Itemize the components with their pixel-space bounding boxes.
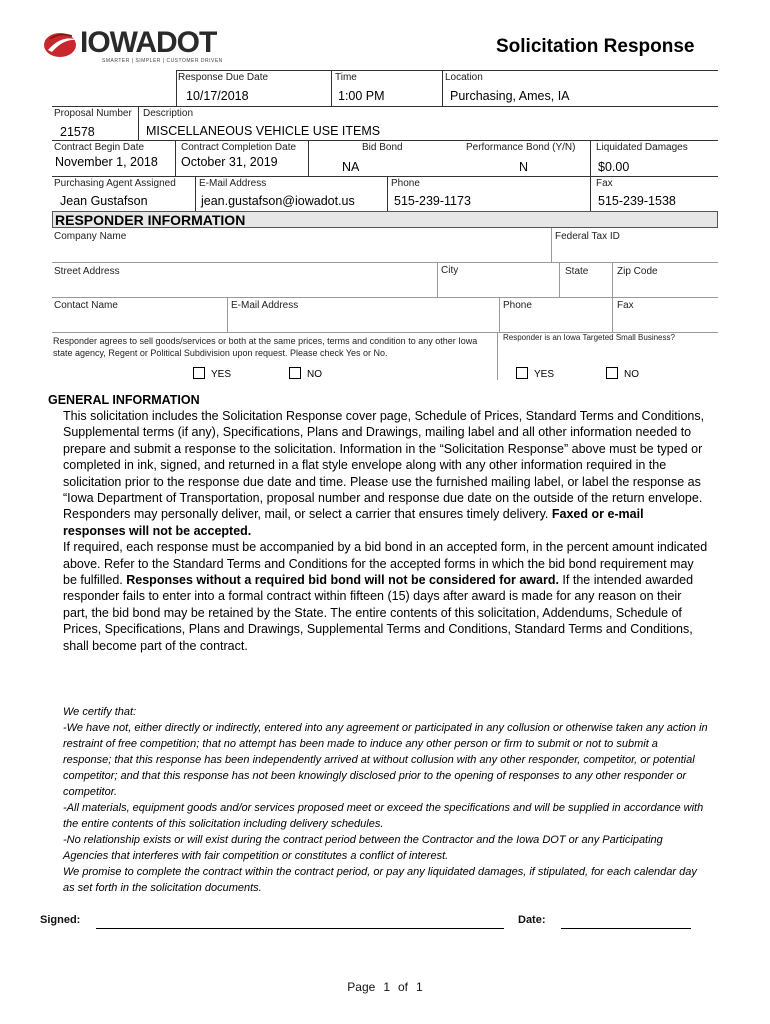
street-address-field[interactable] [54,278,434,296]
general-information-title: GENERAL INFORMATION [48,393,200,407]
page-number: 1 [383,980,390,994]
faxed-notice: Faxed or e-mail responses will not be accepted. [63,507,644,538]
signed-label: Signed: [40,914,81,926]
liquidated-damages-value: $0.00 [598,160,630,174]
location-label: Location [445,72,483,83]
due-date-value: 10/17/2018 [186,89,249,103]
responder-information-title: RESPONDER INFORMATION [55,212,246,228]
federal-tax-id-label: Federal Tax ID [555,231,620,242]
contract-begin-value: November 1, 2018 [55,155,158,169]
tsb-no-checkbox[interactable] [606,367,618,379]
agreement-text: Responder agrees to sell goods/services or both at the same prices, terms and condition to any other Iowa state agency, Regent or Political Subdivision upon request. Please check Yes or No. [53,336,478,358]
performance-bond-value: N [519,160,529,174]
certify-intro: We certify that: [63,706,137,718]
city-label: City [441,265,459,276]
certify-clause-1: -We have not, either directly or indirectly, entered into any agreement or participated in any collusion or otherwise taken any action in restraint of free competition; that no attempt has been made to induce any other person or firm to submit or not to submit a response; that this response has been independently arrived at without collusion with any other responder, competitor, or potential competitor; and that this response has not been knowingly disclosed prior to the opening of responses to any other responder or competitor. [63,722,708,798]
agent-value: Jean Gustafson [60,194,148,208]
responder-phone-label: Phone [503,300,532,311]
time-label: Time [335,72,357,83]
due-date-label: Response Due Date [178,72,269,83]
general-information-body [63,408,708,654]
bid-bond-value: NA [342,160,360,174]
agent-fax-value: 515-239-1538 [598,194,676,208]
proposal-number-label: Proposal Number [54,108,132,119]
location-value: Purchasing, Ames, IA [450,89,570,103]
bid-bond-notice: Responses without a required bid bond will not be considered for award. [126,573,559,588]
contact-name-label: Contact Name [54,300,118,311]
general-paragraph-2: If required, each response must be accompanied by a bid bond in an accepted form, in the percent amount indicated above. Refer to the Standard Terms and Conditions for the accepted forms in which the bid bond requirement may be fulfilled. Responses without a required bid bond will not be considered for award. If the intended awarded responder fails to enter into a formal contract within fifteen (15) days after award is made for any reason on their part, the bid bond may be retained by the State. The entire contents of this solicitation, Addendums, Schedule of Prices, Specifications, Plans and Drawings, Supplemental Terms and Conditions, Standard Terms and Conditions, shall become part of the contract. [63,540,708,653]
tsb-yes-label: YES [534,369,555,380]
proposal-number-value: 21578 [60,125,95,139]
certify-clause-4: We promise to complete the contract within the contract period, or pay any liquidated damages, if stipulated, for each calendar day as set forth in the solicitation documents. [63,866,697,894]
contract-completion-label: Contract Completion Date [181,142,297,153]
targeted-small-business-question: Responder is an Iowa Targeted Small Business? [503,333,675,342]
agree-no-label: NO [307,369,322,380]
general-paragraph-1: This solicitation includes the Solicitation Response cover page, Schedule of Prices, Standard Terms and Conditions, Supplemental terms (if any), Specifications, Plans and Drawings, mailing label and all other information needed to prepare and submit a response to the solicitation. Information in the “Solicitation Response” above must be typed or completed in ink, signed, and returned in a flat style envelope along with any other information required in the solicitation prior to the response due date and time. Please use the furnished mailing label, or label the response as “Iowa Department of Transportation, proposal number and response due date on the outside of the return envelope. Responders may personally deliver, mail, or select a carrier that ensures timely delivery. Faxed or e-mail responses will not be accepted. [63,409,705,538]
bid-bond-label: Bid Bond [362,142,403,153]
signature-date-field[interactable] [561,910,691,929]
certification-block [63,704,708,896]
city-field[interactable] [441,278,555,296]
certify-clause-2: -All materials, equipment goods and/or services proposed meet or exceed the specifications and will be supplied in accordance with the entire contents of this solicitation including delivery schedules. [63,802,704,830]
responder-phone-field[interactable] [503,313,611,331]
zip-code-field[interactable] [615,278,715,296]
responder-email-label: E-Mail Address [231,300,299,311]
contract-completion-value: October 31, 2019 [181,155,278,169]
agent-phone-value: 515-239-1173 [394,194,471,208]
zip-code-label: Zip Code [617,266,658,277]
tsb-no-label: NO [624,369,639,380]
tsb-yes-checkbox[interactable] [516,367,528,379]
page-total: 1 [416,980,423,994]
iowa-dot-logo-swoosh-icon [42,30,82,60]
responder-information-header [52,211,718,228]
agent-fax-label: Fax [596,178,613,189]
state-label: State [565,266,589,277]
of-word: of [398,980,409,994]
agent-label: Purchasing Agent Assigned [54,178,176,189]
contract-begin-label: Contract Begin Date [54,142,145,153]
liquidated-damages-label: Liquidated Damages [596,142,688,153]
company-name-label: Company Name [54,231,127,242]
signature-field[interactable] [96,910,504,929]
agree-yes-label: YES [211,369,232,380]
description-value: MISCELLANEOUS VEHICLE USE ITEMS [146,124,381,138]
date-label: Date: [518,914,546,926]
agree-no-checkbox[interactable] [289,367,301,379]
performance-bond-label: Performance Bond (Y/N) [466,142,576,153]
state-field[interactable] [562,278,612,296]
page-word: Page [347,980,376,994]
description-label: Description [143,108,194,119]
responder-fax-field[interactable] [617,313,715,331]
page-footer [0,980,770,994]
agent-email-value: jean.gustafson@iowadot.us [201,194,355,208]
logo-text: IOWADOT [80,26,217,59]
certify-clause-3: -No relationship exists or will exist during the contract period between the Contractor and the Iowa DOT or any Participating Agencies that interferes with fair competition or constitutes a conflict of interest. [63,834,663,862]
agent-phone-label: Phone [391,178,420,189]
street-address-label: Street Address [54,266,120,277]
page-title: Solicitation Response [496,36,695,57]
responder-fax-label: Fax [617,300,634,311]
contact-name-field[interactable] [54,313,224,331]
federal-tax-id-field[interactable] [555,244,715,262]
responder-email-field[interactable] [231,313,497,331]
agree-yes-checkbox[interactable] [193,367,205,379]
company-name-field[interactable] [54,244,548,262]
logo-tagline: SMARTER | SIMPLER | CUSTOMER DRIVEN [102,58,223,64]
time-value: 1:00 PM [338,89,385,103]
agent-email-label: E-Mail Address [199,178,267,189]
